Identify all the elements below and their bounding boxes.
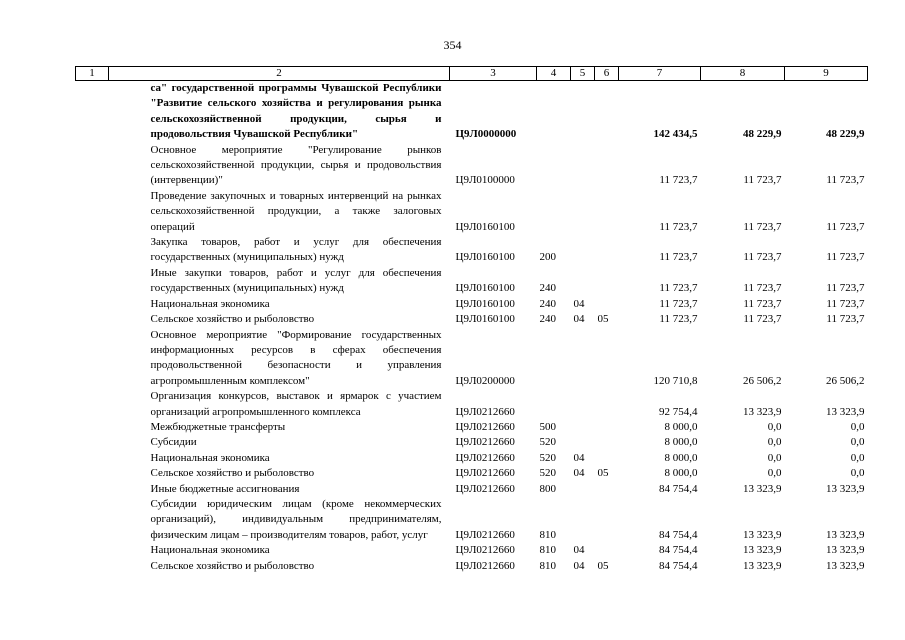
first-col-cell <box>76 543 109 558</box>
amount-col-8: 11 723,7 <box>743 174 782 187</box>
expense-type-code: 520 <box>539 451 556 464</box>
table-row <box>76 543 868 558</box>
subsection-code <box>595 451 619 466</box>
section-code: 04 <box>573 451 585 464</box>
target-article-code: Ц9Л0200000 <box>455 374 515 387</box>
section-code: 04 <box>573 313 585 326</box>
expense-type-code <box>537 389 571 420</box>
target-article-code: Ц9Л0212660 <box>455 528 515 541</box>
row-name: Иные закупки товаров, работ и услуг для обеспечения государственных (муниципальных) нужд <box>150 266 442 295</box>
section-code: 04 <box>573 467 585 480</box>
target-article-code: Ц9Л0212660 <box>455 467 515 480</box>
amount-col-7: 8 000,0 <box>664 467 698 480</box>
amount-col-8: 13 323,9 <box>743 544 782 557</box>
amount-col-8: 11 723,7 <box>743 251 782 264</box>
first-col-cell <box>76 189 109 235</box>
row-name: Основное мероприятие "Формирование государственных информационных ресурсов в сферах обеспечения продовольственной безопасности и управления агропромышленным комплексом" <box>150 328 442 387</box>
row-name: Субсидии <box>150 436 197 449</box>
row-name: Национальная экономика <box>150 544 270 557</box>
expense-type-code: 500 <box>539 420 556 433</box>
first-col-cell <box>76 559 109 574</box>
first-col-cell <box>76 266 109 297</box>
amount-col-8: 13 323,9 <box>743 482 782 495</box>
amount-col-7: 11 723,7 <box>659 282 698 295</box>
section-code <box>571 81 595 143</box>
header-cell: 2 <box>109 67 450 81</box>
row-name: Организация конкурсов, выставок и ярмарок с участием организаций агропромышленного комплекса <box>150 390 442 418</box>
section-code: 04 <box>573 559 585 572</box>
subsection-code <box>595 497 619 543</box>
amount-col-9: 11 723,7 <box>826 251 865 264</box>
row-name: Межбюджетные трансферты <box>150 420 286 433</box>
header-cell: 3 <box>450 67 537 81</box>
section-code: 04 <box>573 297 585 310</box>
expense-type-code: 800 <box>539 482 556 495</box>
table-row <box>76 559 868 574</box>
amount-col-8: 11 723,7 <box>743 313 782 326</box>
row-name: Иные бюджетные ассигнования <box>150 482 300 495</box>
target-article-code: Ц9Л0212660 <box>455 559 515 572</box>
subsection-code <box>595 297 619 312</box>
table-row <box>76 297 868 312</box>
table-row <box>76 482 868 497</box>
amount-col-7: 11 723,7 <box>659 313 698 326</box>
expense-type-code: 810 <box>539 544 556 557</box>
expense-type-code: 810 <box>539 559 556 572</box>
first-col-cell <box>76 389 109 420</box>
amount-col-7: 11 723,7 <box>659 220 698 233</box>
amount-col-9: 13 323,9 <box>826 559 865 572</box>
table-row <box>76 420 868 435</box>
row-name: Закупка товаров, работ и услуг для обеспечения государственных (муниципальных) нужд <box>150 236 442 264</box>
table-row <box>76 451 868 466</box>
amount-col-8: 0,0 <box>767 451 782 464</box>
first-col-cell <box>76 143 109 189</box>
header-row <box>76 67 868 81</box>
row-name: Основное мероприятие "Регулирование рынков сельскохозяйственной продукции, сырья и продовольствия (интервенции)" <box>150 143 442 187</box>
subsection-code <box>595 328 619 390</box>
section-code <box>571 235 595 266</box>
header-cell: 9 <box>785 67 868 81</box>
amount-col-9: 0,0 <box>850 467 865 480</box>
amount-col-9: 13 323,9 <box>826 405 865 418</box>
amount-col-7: 8 000,0 <box>664 420 698 433</box>
row-name: Национальная экономика <box>150 451 270 464</box>
first-col-cell <box>76 451 109 466</box>
amount-col-8: 0,0 <box>767 436 782 449</box>
subsection-code <box>595 81 619 143</box>
header-cell: 4 <box>537 67 571 81</box>
table-row <box>76 497 868 543</box>
row-name: Сельское хозяйство и рыболовство <box>150 467 315 480</box>
amount-col-9: 48 229,9 <box>826 128 865 141</box>
amount-col-9: 0,0 <box>850 436 865 449</box>
target-article-code: Ц9Л0212660 <box>455 544 515 557</box>
amount-col-9: 11 723,7 <box>826 174 865 187</box>
amount-col-9: 13 323,9 <box>826 482 865 495</box>
target-article-code: Ц9Л0212660 <box>455 405 515 418</box>
amount-col-8: 26 506,2 <box>743 374 782 387</box>
table-row <box>76 466 868 481</box>
first-col-cell <box>76 435 109 450</box>
section-code <box>571 389 595 420</box>
subsection-code <box>595 143 619 189</box>
first-col-cell <box>76 497 109 543</box>
table-row <box>76 143 868 189</box>
expense-type-code: 240 <box>539 313 556 326</box>
amount-col-9: 26 506,2 <box>826 374 865 387</box>
section-code <box>571 143 595 189</box>
expense-type-code <box>537 189 571 235</box>
expense-type-code <box>537 328 571 390</box>
amount-col-7: 84 754,4 <box>659 482 698 495</box>
target-article-code: Ц9Л0160100 <box>455 220 515 233</box>
expense-type-code: 200 <box>539 251 556 264</box>
first-col-cell <box>76 297 109 312</box>
subsection-code <box>595 189 619 235</box>
subsection-code <box>595 482 619 497</box>
table-row <box>76 189 868 235</box>
section-code <box>571 189 595 235</box>
row-name: Сельское хозяйство и рыболовство <box>150 559 315 572</box>
section-code <box>571 497 595 543</box>
amount-col-8: 48 229,9 <box>743 128 782 141</box>
header-cell: 8 <box>701 67 785 81</box>
header-cell: 6 <box>595 67 619 81</box>
row-name: Проведение закупочных и товарных интервенций на рынках сельскохозяйственной продукции, а также залоговых операций <box>150 189 442 233</box>
target-article-code: Ц9Л0212660 <box>455 436 515 449</box>
subsection-code <box>595 389 619 420</box>
header-cell: 7 <box>619 67 701 81</box>
amount-col-8: 13 323,9 <box>743 559 782 572</box>
amount-col-7: 84 754,4 <box>659 559 698 572</box>
amount-col-9: 11 723,7 <box>826 297 865 310</box>
amount-col-8: 0,0 <box>767 467 782 480</box>
subsection-code <box>595 420 619 435</box>
amount-col-7: 11 723,7 <box>659 251 698 264</box>
target-article-code: Ц9Л0160100 <box>455 251 515 264</box>
amount-col-7: 11 723,7 <box>659 174 698 187</box>
first-col-cell <box>76 466 109 481</box>
target-article-code: Ц9Л0212660 <box>455 482 515 495</box>
target-article-code: Ц9Л0000000 <box>455 128 517 141</box>
expense-type-code: 240 <box>539 282 556 295</box>
amount-col-8: 13 323,9 <box>743 405 782 418</box>
amount-col-9: 11 723,7 <box>826 220 865 233</box>
section-code <box>571 328 595 390</box>
expense-type-code: 520 <box>539 436 556 449</box>
subsection-code <box>595 235 619 266</box>
amount-col-7: 92 754,4 <box>659 405 698 418</box>
subsection-code <box>595 543 619 558</box>
section-code: 04 <box>573 544 585 557</box>
amount-col-7: 84 754,4 <box>659 528 698 541</box>
amount-col-8: 11 723,7 <box>743 297 782 310</box>
section-code <box>571 266 595 297</box>
expense-type-code: 240 <box>539 297 556 310</box>
subsection-code: 05 <box>597 313 609 326</box>
header-cell: 1 <box>76 67 109 81</box>
section-code <box>571 420 595 435</box>
header-cell: 5 <box>571 67 595 81</box>
amount-col-7: 84 754,4 <box>659 544 698 557</box>
first-col-cell <box>76 328 109 390</box>
amount-col-7: 8 000,0 <box>664 436 698 449</box>
amount-col-9: 0,0 <box>850 420 865 433</box>
table-row <box>76 389 868 420</box>
target-article-code: Ц9Л0160100 <box>455 313 515 326</box>
subsection-code: 05 <box>597 467 609 480</box>
first-col-cell <box>76 312 109 327</box>
expense-type-code <box>537 143 571 189</box>
subsection-code: 05 <box>597 559 609 572</box>
page-number: 354 <box>443 38 462 52</box>
budget-table <box>75 66 868 574</box>
amount-col-8: 13 323,9 <box>743 528 782 541</box>
section-code <box>571 482 595 497</box>
table-row <box>76 235 868 266</box>
first-col-cell <box>76 420 109 435</box>
row-name: Национальная экономика <box>150 297 270 310</box>
section-code <box>571 435 595 450</box>
first-col-cell <box>76 81 109 143</box>
table-row <box>76 328 868 390</box>
first-col-cell <box>76 482 109 497</box>
amount-col-8: 11 723,7 <box>743 282 782 295</box>
amount-col-7: 11 723,7 <box>659 297 698 310</box>
expense-type-code <box>537 81 571 143</box>
amount-col-8: 0,0 <box>767 420 782 433</box>
amount-col-8: 11 723,7 <box>743 220 782 233</box>
subsection-code <box>595 266 619 297</box>
target-article-code: Ц9Л0212660 <box>455 420 515 433</box>
amount-col-9: 13 323,9 <box>826 528 865 541</box>
target-article-code: Ц9Л0212660 <box>455 451 515 464</box>
amount-col-9: 0,0 <box>850 451 865 464</box>
table-row <box>76 81 868 143</box>
amount-col-9: 13 323,9 <box>826 544 865 557</box>
first-col-cell <box>76 235 109 266</box>
row-name: Сельское хозяйство и рыболовство <box>150 313 315 326</box>
amount-col-7: 120 710,8 <box>653 374 698 387</box>
expense-type-code: 810 <box>539 528 556 541</box>
table-row <box>76 435 868 450</box>
row-name: Субсидии юридическим лицам (кроме некоммерческих организаций), индивидуальным предпринимателям, физическим лицам – производителям товаров, работ, услуг <box>150 497 442 541</box>
target-article-code: Ц9Л0160100 <box>455 297 515 310</box>
amount-col-9: 11 723,7 <box>826 282 865 295</box>
expense-type-code: 520 <box>539 467 556 480</box>
row-name: са" государственной программы Чувашской Республики "Развитие сельского хозяйства и регулирования рынка сельскохозяйственной продукции, сырья и продовольствия Чувашской Республики" <box>150 82 442 141</box>
amount-col-7: 8 000,0 <box>664 451 698 464</box>
target-article-code: Ц9Л0160100 <box>455 282 515 295</box>
table-row <box>76 266 868 297</box>
amount-col-7: 142 434,5 <box>653 128 698 141</box>
table-row <box>76 312 868 327</box>
subsection-code <box>595 435 619 450</box>
target-article-code: Ц9Л0100000 <box>455 174 515 187</box>
amount-col-9: 11 723,7 <box>826 313 865 326</box>
